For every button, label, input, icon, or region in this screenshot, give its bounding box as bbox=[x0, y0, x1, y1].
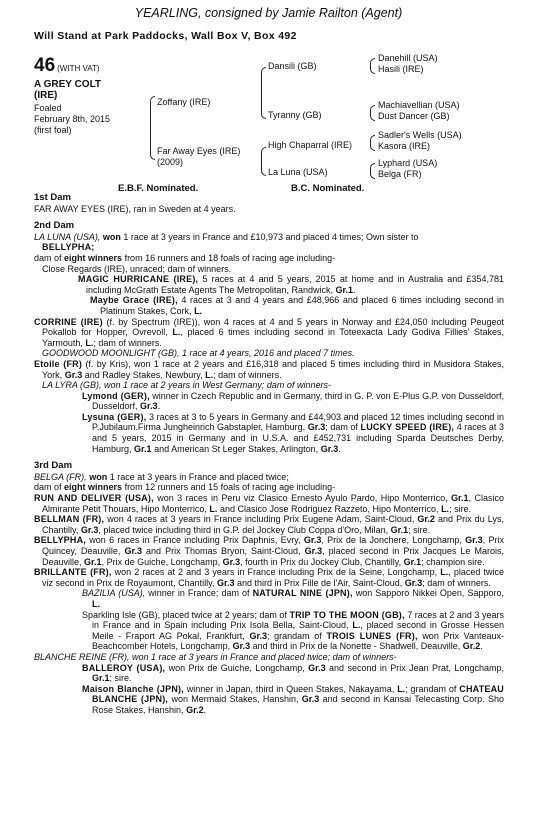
sparkling-isle: Sparkling Isle (GB), placed twice at 2 years; dam of TRIP TO THE MOON (GB), 7 races at 2 and 3 years in France and in Spain including Prix Isola Bella, Saint-Cloud, L., placed second in Grosse Hessen Meile - Fraport AG Pokal, Frankfurt, Gr.3; grandam of TROIS LUNES (FR), won Prix Vanteaux-Beachcomber Hotels, Longchamp, Gr.3 and third in Prix de la Nonette - Shadwell, Deauville, Gr.2. bbox=[82, 609, 504, 652]
maybe-grace: Maybe Grace (IRE), 4 races at 3 and 4 years and £48,966 and placed 6 times including second in Platinum Stakes, Cork, L. bbox=[90, 295, 504, 316]
dam-dam: La Luna (USA) bbox=[268, 167, 328, 177]
blanche-reine: BLANCHE REINE (FR), won 1 race at 3 years in France and placed twice; dam of winners- bbox=[34, 651, 397, 662]
third-dam-heading: 3rd Dam bbox=[34, 460, 73, 472]
ebf-nomination: E.B.F. Nominated. bbox=[118, 183, 199, 194]
dam-sire: High Chaparral (IRE) bbox=[268, 140, 353, 150]
pedigree-bracket-dd bbox=[370, 163, 375, 179]
foal-note: (first foal) bbox=[34, 125, 72, 135]
foaled-date: February 8th, 2015 bbox=[34, 114, 111, 124]
maison-blanche: Maison Blanche (JPN), winner in Japan, third in Queen Stakes, Nakayama, L.; grandam of CHATEAU BLANCHE (JPN), won Mermaid Stakes, Hanshin, Gr.3 and second in Kansai Telecasting Corp. Sho Rose Stakes, Hanshin, Gr.2. bbox=[82, 683, 505, 715]
second-dam-line3: dam of eight winners from 16 runners and 18 foals of racing age including- bbox=[34, 252, 336, 263]
lysuna: Lysuna (GER), 3 races at 3 to 5 years in Germany and £44,903 and placed 12 times including second in P.Jubilaum.Firma Jungheinrich Gabstapler, Hamburg, Gr.3; dam of LUCKY SPEED (IRE), 4 races at 3 and 5 years, 2015 in Germany and in U.S.A. and £452,731 including Sparda Deutsches Derby, Hamburg, Gr.1 and American St Leger Stakes, Arlington, Gr.3. bbox=[82, 411, 504, 454]
sire-dam: Tyranny (GB) bbox=[268, 110, 322, 120]
dam-sire-dam: Kasora (IRE) bbox=[378, 141, 431, 151]
goodwood-moonlight: GOODWOOD MOONLIGHT (GB), 1 race at 4 years, 2016 and placed 7 times. bbox=[42, 348, 355, 359]
third-dam-line2: dam of eight winners from 12 runners and 15 foals of racing age including- bbox=[34, 482, 336, 493]
dam-sire-sire: Sadler's Wells (USA) bbox=[378, 130, 462, 140]
lot-number: 46 bbox=[34, 55, 56, 76]
pedigree-bracket-dam bbox=[261, 147, 266, 176]
lot-title-country: (IRE) bbox=[34, 90, 58, 101]
dam-year: (2009) bbox=[157, 157, 184, 167]
bc-nomination: B.C. Nominated. bbox=[291, 183, 365, 194]
pedigree-bracket-gen1 bbox=[150, 96, 155, 160]
page-header: YEARLING, consigned by Jamie Railton (Agent) bbox=[134, 6, 403, 20]
sire-sire: Dansili (GB) bbox=[268, 61, 317, 71]
pedigree-bracket-ss bbox=[370, 58, 375, 74]
second-dam-line1: LA LUNA (USA), won 1 race at 3 years in France and £10,973 and placed 4 times; Own sister to bbox=[34, 231, 419, 242]
sire-sire-sire: Danehill (USA) bbox=[378, 53, 438, 63]
sire-dam-sire: Machiavellian (USA) bbox=[378, 100, 460, 110]
produce-record bbox=[34, 193, 504, 716]
dam-dam-sire: Lyphard (USA) bbox=[378, 158, 438, 168]
third-dam-line1: BELGA (FR), won 1 race at 3 years in France and placed twice; bbox=[34, 471, 289, 482]
bazilia: BAZILIA (USA), winner in France; dam of NATURAL NINE (JPN), won Sapporo Nikkei Open, Sapporo, L. bbox=[82, 588, 504, 609]
sire-sire-dam: Hasili (IRE) bbox=[378, 64, 424, 74]
vat-note: (WITH VAT) bbox=[57, 64, 100, 73]
close-regards: Close Regards (IRE), unraced; dam of winners. bbox=[42, 263, 232, 274]
sire-dam-dam: Dust Dancer (GB) bbox=[378, 111, 450, 121]
dam: Far Away Eyes (IRE) bbox=[157, 146, 241, 156]
foaled-label: Foaled bbox=[34, 103, 62, 113]
run-and-deliver: RUN AND DELIVER (USA), won 3 races in Peru viz Clasico Ernesto Ayulo Pardo, Hipo Monterrico, Gr.1, Clasico Almirante Petit Thouars, Hipo Monterrico, L. and Clasico Jose Rodriguez Razzeto, Hipo Monterrico, L.; sire. bbox=[34, 493, 504, 514]
first-dam-heading: 1st Dam bbox=[34, 192, 71, 203]
balleroy: BALLEROY (USA), won Prix de Guiche, Longchamp, Gr.3 and second in Prix Jean Prat, Longchamp, Gr.1; sire. bbox=[82, 662, 504, 684]
pedigree-bracket-sd bbox=[370, 105, 375, 121]
first-dam-text: FAR AWAY EYES (IRE), ran in Sweden at 4 years. bbox=[34, 203, 236, 214]
pedigree-bracket-ds bbox=[370, 135, 375, 151]
la-lyra: LA LYRA (GB), won 1 race at 2 years in West Germany; dam of winners- bbox=[42, 380, 331, 391]
stand-location: Will Stand at Park Paddocks, Wall Box V, Box 492 bbox=[34, 30, 297, 42]
magic-hurricane: MAGIC HURRICANE (IRE), 5 races at 4 and 5 years, 2015 at home and in Australia and £354,781 including McGrath Estate Agents The Metropolitan, Randwick, Gr.1. bbox=[78, 274, 504, 295]
pedigree-bracket-sire bbox=[261, 67, 266, 119]
second-dam-heading: 2nd Dam bbox=[34, 220, 75, 232]
lot-block bbox=[34, 55, 100, 77]
corrine: CORRINE (IRE) (f. by Spectrum (IRE)), won 4 races at 4 and 5 years in Norway and £24,050 including Peugeot Pokallob for Hopper, Ovrevoll, L., placed 6 times including second in Toteexacta Lady Godiva Fillies' Stakes, Yarmouth, L.; dam of winners. bbox=[34, 316, 505, 348]
dam-dam-dam: Belga (FR) bbox=[378, 169, 422, 179]
etoile: Etoile (FR) (f. by Kris), won 1 race at 2 years and £16,318 and placed 5 times including third in Musidora Stakes, York, Gr.3 and Radley Stakes, Newbury, L.; dam of winners. bbox=[34, 358, 504, 380]
bellman: BELLMAN (FR), won 4 races at 3 years in France including Prix Eugene Adam, Saint-Cloud, Gr.2 and Prix du Lys, Chantilly, Gr.3, placed twice including third in G.P. del Jockey Club Coppa d'Oro, Milan, Gr.1; sire. bbox=[34, 514, 504, 535]
lymond: Lymond (GER), winner in Czech Republic and in Germany, third in G. P. von E-Plus G.P. von Dusseldorf, Dusseldorf, Gr.3. bbox=[82, 390, 504, 412]
bellypha: BELLYPHA, won 6 races in France including Prix Daphnis, Evry, Gr.3, Prix de la Jonchere, Longchamp, Gr.3, Prix Quincey, Deauville, Gr.3 and Prix Thomas Bryon, Saint-Cloud, Gr.3, placed second in Prix Jacques Le Marois, Deauville, Gr.1, Prix de Guiche, Longchamp, Gr.3, fourth in Prix du Jockey Club, Chantilly, Gr.1; champion sire. bbox=[34, 535, 504, 567]
lot-title: A GREY COLT bbox=[34, 79, 102, 90]
brillante: BRILLANTE (FR), won 2 races at 2 and 3 years in France including Prix de la Seine, Longchamp, L., placed twice viz second in Prix de Royaumont, Chantilly, Gr.3 and third in Prix Fille de l'Air, Saint-Cloud, Gr.3; dam of winners. bbox=[34, 567, 504, 588]
second-dam-line2: BELLYPHA; bbox=[42, 242, 95, 253]
sire: Zoffany (IRE) bbox=[157, 97, 211, 107]
